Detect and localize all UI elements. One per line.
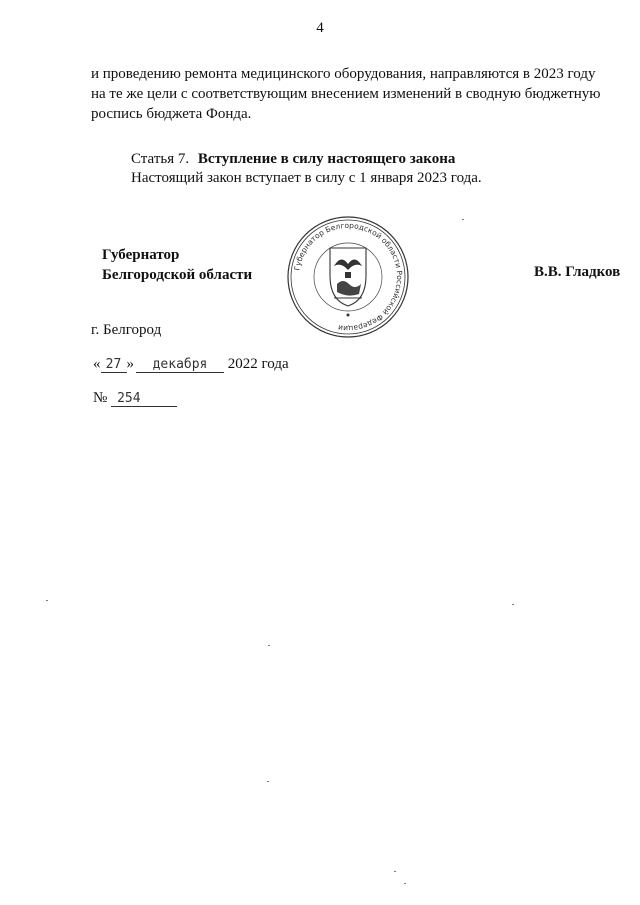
- scan-speck: [404, 883, 406, 884]
- scan-speck: [462, 219, 464, 220]
- date-close-quote: »: [126, 356, 134, 372]
- article-title: Вступление в силу настоящего закона: [197, 151, 456, 167]
- seal-text: Губернатор Белгородской области Российской Федерации: [292, 220, 405, 334]
- article-heading: [131, 151, 455, 168]
- date-month: декабря: [136, 357, 224, 373]
- scan-speck: [512, 604, 514, 605]
- governor-title-line2: Белгородской области: [102, 267, 253, 283]
- paragraph-line: и проведению ремонта медицинского оборудования, направляются в 2023 году: [91, 66, 596, 82]
- scan-speck: [267, 781, 269, 782]
- date-day: 27: [101, 357, 127, 373]
- article-label: Статья 7.: [131, 151, 190, 167]
- official-seal: [285, 214, 411, 340]
- paragraph-continuation: [91, 64, 611, 124]
- paragraph-line: на те же цели с соответствующим внесением изменений в сводную бюджетную: [91, 86, 601, 102]
- number-value: 254: [111, 391, 177, 407]
- scan-speck: [46, 600, 48, 601]
- scan-speck: [268, 645, 270, 646]
- coat-of-arms-icon: [330, 248, 366, 306]
- governor-title-line1: Губернатор: [102, 247, 180, 263]
- date-year: 2022 года: [227, 356, 289, 372]
- number-label: №: [93, 390, 108, 406]
- document-number: [93, 390, 177, 407]
- signatory-name: В.В. Гладков: [534, 264, 621, 280]
- paragraph-line: роспись бюджета Фонда.: [91, 106, 252, 122]
- signing-date: [93, 356, 289, 373]
- date-open-quote: «: [93, 356, 101, 372]
- scan-speck: [394, 871, 396, 872]
- page-number: 4: [316, 20, 324, 36]
- city: г. Белгород: [91, 322, 162, 338]
- governor-title: [102, 245, 252, 285]
- article-text: Настоящий закон вступает в силу с 1 января 2023 года.: [131, 170, 482, 186]
